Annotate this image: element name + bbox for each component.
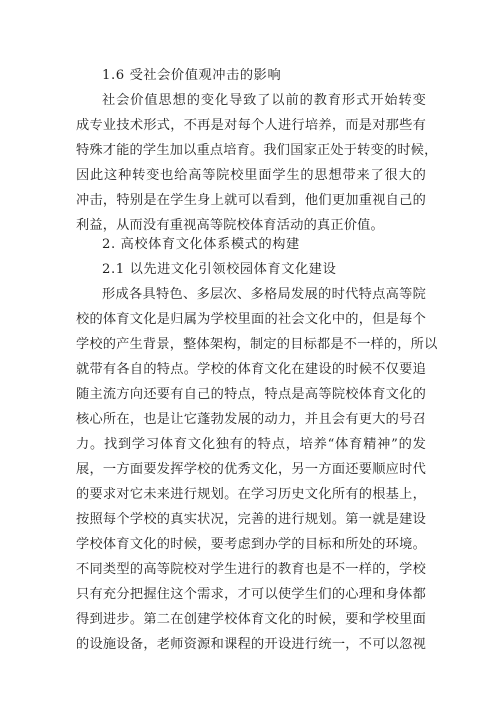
paragraph-line: 特殊才能的学生加以重点培育。我们国家正处于转变的时候， xyxy=(76,143,438,158)
paragraph-line: 利益，从而没有重视高等院校体育活动的真正价值。 xyxy=(76,218,384,233)
paragraph-line: 得到进步。第二在创建学校体育文化的时候，要和学校里面 xyxy=(76,612,426,627)
paragraph-line: 的要求对它未来进行规划。在学习历史文化所有的根基上， xyxy=(76,487,426,502)
paragraph-line: 形成各具特色、多层次、多格局发展的时代特点高等院 xyxy=(102,287,426,302)
section-heading-2: 2. 高校体育文化体系模式的构建 xyxy=(102,237,300,252)
paragraph-line: 不同类型的高等院校对学生进行的教育也是不一样的，学校 xyxy=(76,562,426,577)
paragraph-line: 核心所在，也是让它蓬勃发展的动力，并且会有更大的号召 xyxy=(76,412,426,427)
paragraph-line: 按照每个学校的真实状况，完善的进行规划。第一就是建设 xyxy=(76,512,426,527)
paragraph-line: 成专业技术形式，不再是对每个人进行培养，而是对那些有 xyxy=(76,118,426,133)
section-heading-2-1: 2.1 以先进文化引领校园体育文化建设 xyxy=(102,262,337,277)
paragraph-line: 就带有各自的特点。学校的体育文化在建设的时候不仅要追 xyxy=(76,362,426,377)
paragraph-line: 学校的产生背景，整体架构，制定的目标都是不一样的，所以 xyxy=(76,337,438,352)
paragraph-line: 的设施设备，老师资源和课程的开设进行统一，不可以忽视 xyxy=(76,637,426,652)
paragraph-line: 只有充分把握住这个需求，才可以使学生们的心理和身体都 xyxy=(76,587,426,602)
paragraph-line: 展，一方面要发挥学校的优秀文化，另一方面还要顺应时代 xyxy=(76,462,426,477)
paragraph-line: 随主流方向还要有自己的特点，特点是高等院校体育文化的 xyxy=(76,387,426,402)
paragraph-line: 因此这种转变也给高等院校里面学生的思想带来了很大的 xyxy=(76,168,426,183)
paragraph-line: 社会价值思想的变化导致了以前的教育形式开始转变 xyxy=(102,93,426,108)
paragraph-line: 冲击，特别是在学生身上就可以看到，他们更加重视自己的 xyxy=(76,193,426,208)
paragraph-line: 力。找到学习体育文化独有的特点，培养“体育精神”的发 xyxy=(76,437,426,452)
paragraph-line: 校的体育文化是归属为学校里面的社会文化中的，但是每个 xyxy=(76,312,426,327)
section-heading-1-6: 1.6 受社会价值观冲击的影响 xyxy=(102,68,282,83)
paragraph-line: 学校体育文化的时候，要考虑到办学的目标和所处的环境。 xyxy=(76,537,426,552)
